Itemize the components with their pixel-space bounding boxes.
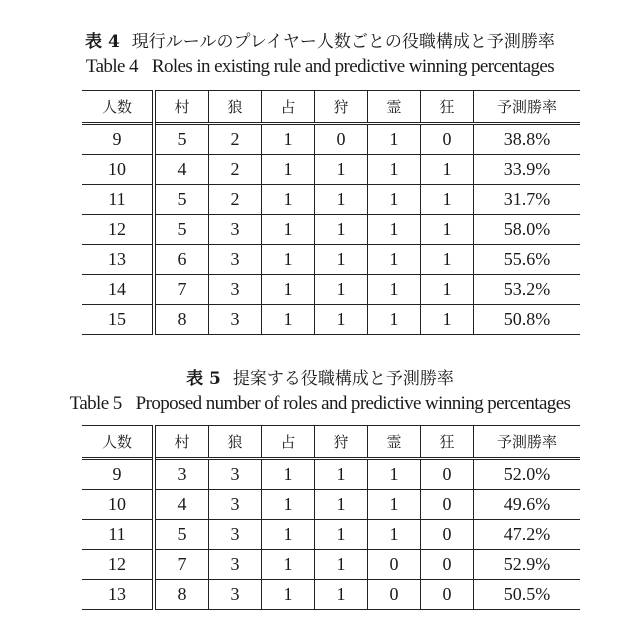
table-cell: 38.8% [503, 129, 551, 149]
table-cell: 1 [262, 215, 315, 245]
table-cell: 52.9% [503, 554, 551, 574]
table-row [82, 275, 580, 305]
table-cell: 1 [368, 155, 421, 185]
table-cell: 1 [368, 124, 421, 155]
table5-caption-ja [0, 367, 640, 391]
table5-header-cell: 狩 [315, 426, 368, 459]
table-row [82, 124, 580, 155]
table-cell: 11 [82, 520, 154, 550]
table-row [82, 245, 580, 275]
table-cell: 9 [82, 124, 154, 155]
table-cell: 49.6% [503, 494, 551, 514]
table-cell: 1 [368, 215, 421, 245]
table-row [82, 155, 580, 185]
table-cell: 1 [368, 245, 421, 275]
table-row [82, 520, 580, 550]
table-cell: 2 [209, 185, 262, 215]
table-cell: 1 [262, 459, 315, 490]
table-cell: 5 [154, 520, 209, 550]
table4-header-cell: 狩 [315, 91, 368, 124]
table-cell: 1 [262, 520, 315, 550]
table-cell: 9 [82, 459, 154, 490]
table5-body [82, 459, 580, 610]
table5-header-cell: 人数 [82, 426, 154, 459]
table-cell: 3 [209, 215, 262, 245]
table-cell: 1 [315, 245, 368, 275]
table-cell: 50.5% [503, 584, 551, 604]
table-cell: 1 [315, 490, 368, 520]
table-cell: 0 [368, 580, 421, 610]
table5-caption [0, 367, 640, 417]
table-cell: 52.0% [503, 464, 551, 484]
table-cell: 13 [82, 580, 154, 610]
table-cell: 2 [209, 124, 262, 155]
table5 [82, 425, 580, 610]
table-cell: 0 [421, 124, 474, 155]
table-cell: 3 [209, 520, 262, 550]
table-cell: 0 [421, 490, 474, 520]
table4-title-en: Roles in existing rule and predictive winning percentages [151, 56, 555, 77]
table4-header-cell: 予測勝率 [496, 98, 557, 116]
table-cell: 50.8% [503, 309, 551, 329]
table-cell: 1 [262, 155, 315, 185]
table-cell: 1 [262, 124, 315, 155]
table-cell: 1 [421, 245, 474, 275]
table-cell: 3 [209, 305, 262, 335]
table-row [82, 550, 580, 580]
table-cell: 6 [154, 245, 209, 275]
table5-header-cell: 占 [262, 426, 315, 459]
table-row [82, 459, 580, 490]
table-cell: 1 [315, 185, 368, 215]
table4-header-cell: 村 [154, 91, 209, 124]
table-cell: 1 [315, 275, 368, 305]
table-cell: 58.0% [503, 219, 551, 239]
table5-label-ja: 表 5 [186, 369, 221, 389]
table-cell: 10 [82, 490, 154, 520]
table-cell: 1 [262, 490, 315, 520]
table-cell: 55.6% [503, 249, 551, 269]
table5-title-en: Proposed number of roles and predictive winning percentages [135, 393, 571, 414]
table-cell: 31.7% [503, 189, 551, 209]
table-cell: 3 [209, 580, 262, 610]
table-cell: 1 [421, 185, 474, 215]
table-cell: 1 [315, 550, 368, 580]
table-cell: 1 [315, 459, 368, 490]
table-cell: 1 [368, 185, 421, 215]
table-cell: 1 [421, 215, 474, 245]
table4-title-ja: 現行ルールのプレイヤー人数ごとの役職構成と予測勝率 [131, 32, 555, 52]
table-row [82, 490, 580, 520]
table5-title-ja: 提案する役職構成と予測勝率 [232, 369, 454, 389]
table-cell: 47.2% [503, 524, 551, 544]
table4 [82, 90, 580, 335]
table-row [82, 185, 580, 215]
table-cell: 11 [82, 185, 154, 215]
table-cell: 0 [368, 550, 421, 580]
table5-header-cell: 霊 [368, 426, 421, 459]
table5-label-en: Table 5 [69, 393, 122, 414]
table5-header-cell: 狼 [209, 426, 262, 459]
table4-caption-en [0, 54, 640, 80]
table4-label-ja: 表 4 [85, 32, 120, 52]
table-row [82, 215, 580, 245]
table-cell: 1 [315, 155, 368, 185]
table-cell: 14 [82, 275, 154, 305]
table-cell: 1 [262, 245, 315, 275]
table4-header-cell: 狼 [209, 91, 262, 124]
table-cell: 0 [421, 580, 474, 610]
table-cell: 0 [421, 550, 474, 580]
table-cell: 3 [209, 490, 262, 520]
table-cell: 2 [209, 155, 262, 185]
table4-header-cell: 霊 [368, 91, 421, 124]
table-cell: 1 [262, 550, 315, 580]
table-cell: 1 [368, 459, 421, 490]
table-cell: 5 [154, 124, 209, 155]
table-cell: 1 [368, 490, 421, 520]
table4-header-cell: 占 [262, 91, 315, 124]
table-cell: 12 [82, 550, 154, 580]
table-cell: 15 [82, 305, 154, 335]
table4-header-row [82, 91, 580, 124]
table-cell: 0 [315, 124, 368, 155]
table5-header-cell: 予測勝率 [496, 433, 557, 451]
table-cell: 1 [262, 275, 315, 305]
table-cell: 3 [209, 245, 262, 275]
table-cell: 4 [154, 490, 209, 520]
table-cell: 5 [154, 185, 209, 215]
table-cell: 5 [154, 215, 209, 245]
table-cell: 7 [154, 550, 209, 580]
table-cell: 1 [421, 305, 474, 335]
table-cell: 10 [82, 155, 154, 185]
table-cell: 1 [368, 520, 421, 550]
table-cell: 1 [262, 305, 315, 335]
table-cell: 7 [154, 275, 209, 305]
table4-body [82, 124, 580, 335]
table4-header-cell: 狂 [421, 91, 474, 124]
table-cell: 1 [421, 155, 474, 185]
table-cell: 3 [154, 459, 209, 490]
table-cell: 3 [209, 459, 262, 490]
table-cell: 1 [315, 305, 368, 335]
table-cell: 1 [262, 580, 315, 610]
table5-header-cell: 村 [154, 426, 209, 459]
table4-label-en: Table 4 [85, 56, 138, 77]
table-cell: 1 [262, 185, 315, 215]
table-cell: 0 [421, 459, 474, 490]
table5-header-row [82, 426, 580, 459]
table4-caption-ja [0, 30, 640, 54]
table-cell: 1 [315, 215, 368, 245]
table4-header-cell: 人数 [82, 91, 154, 124]
table4-caption [0, 30, 640, 80]
table-cell: 4 [154, 155, 209, 185]
table-cell: 8 [154, 580, 209, 610]
table-cell: 12 [82, 215, 154, 245]
table-cell: 53.2% [503, 279, 551, 299]
table-row [82, 580, 580, 610]
table5-caption-en [0, 391, 640, 417]
table-cell: 3 [209, 275, 262, 305]
table-cell: 3 [209, 550, 262, 580]
table-cell: 1 [368, 305, 421, 335]
table-cell: 1 [315, 520, 368, 550]
table-cell: 13 [82, 245, 154, 275]
table-cell: 8 [154, 305, 209, 335]
table-cell: 1 [421, 275, 474, 305]
table-cell: 1 [315, 580, 368, 610]
table-cell: 33.9% [503, 159, 551, 179]
table5-header-cell: 狂 [421, 426, 474, 459]
table-cell: 0 [421, 520, 474, 550]
table-row [82, 305, 580, 335]
table-cell: 1 [368, 275, 421, 305]
